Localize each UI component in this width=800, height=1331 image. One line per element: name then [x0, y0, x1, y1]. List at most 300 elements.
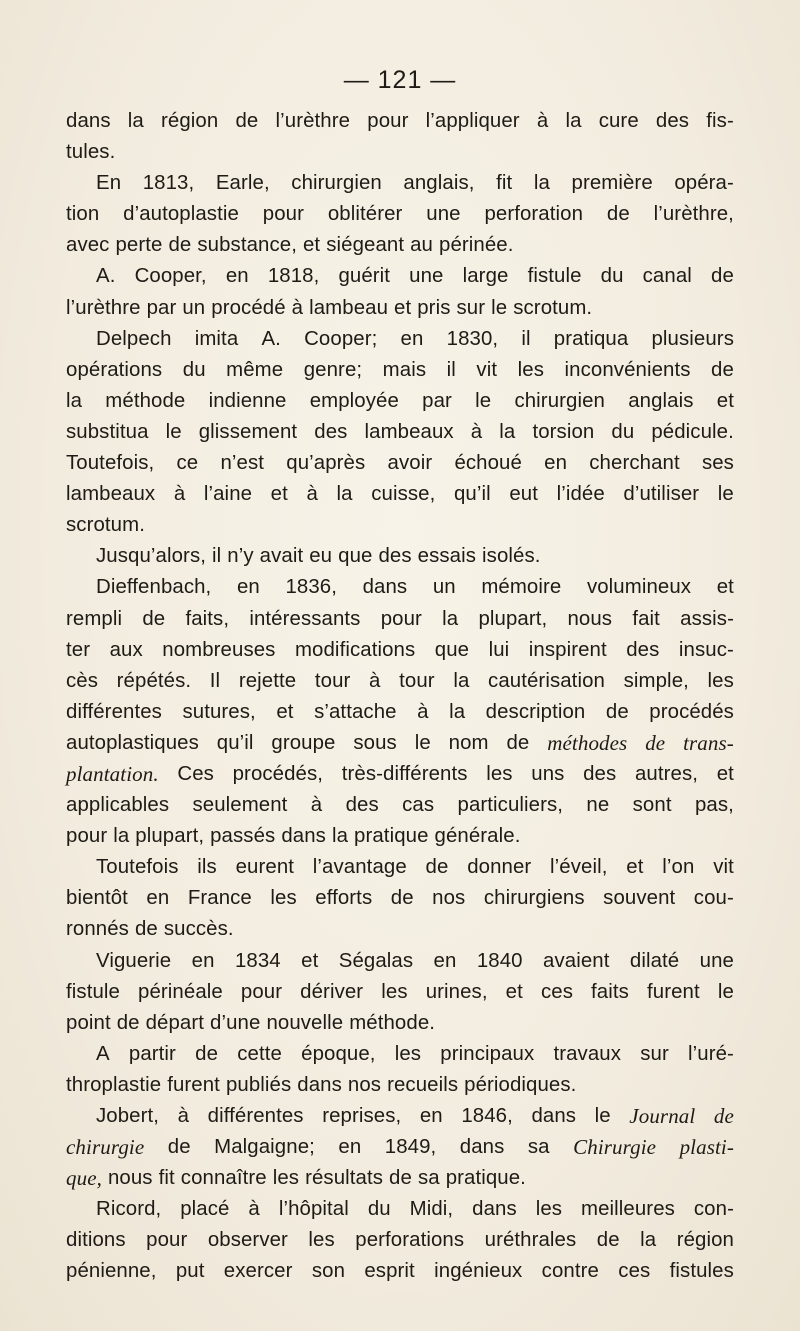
- text-line: [66, 946, 734, 977]
- word: à: [369, 669, 381, 692]
- word: très-différents: [341, 762, 468, 785]
- word: nos: [347, 1073, 382, 1096]
- word: de: [195, 1042, 219, 1065]
- word: 1840: [476, 949, 523, 972]
- word: l’on: [662, 856, 695, 879]
- word: succès.: [163, 918, 234, 941]
- word: même: [226, 358, 284, 381]
- word: cautérisation: [488, 669, 605, 692]
- word: dériver: [300, 980, 364, 1003]
- word: perforation: [484, 203, 584, 226]
- word: cas: [402, 794, 435, 817]
- word: dilaté: [629, 949, 680, 972]
- word: la: [336, 483, 353, 506]
- word: la: [499, 420, 516, 443]
- word: opérations: [66, 358, 163, 381]
- word: n’est: [220, 452, 265, 475]
- word: ces: [618, 1260, 651, 1283]
- word: donner: [467, 856, 532, 879]
- italic-word: Journal: [629, 1104, 696, 1128]
- word: pour: [380, 607, 422, 630]
- text-line: [66, 199, 734, 230]
- page-number: — 121 —: [343, 66, 457, 94]
- word: eu: [309, 545, 333, 568]
- word: de: [425, 856, 449, 879]
- word: la: [442, 607, 459, 630]
- word: d’une: [210, 1011, 261, 1034]
- text-line: [66, 168, 734, 199]
- word: dans: [281, 825, 326, 848]
- word: le: [594, 1105, 611, 1127]
- word: à: [310, 794, 323, 817]
- word: description: [485, 700, 586, 723]
- text-line: [66, 977, 734, 1008]
- word: pénienne,: [66, 1260, 157, 1283]
- text-line: [66, 324, 734, 355]
- word: mémoire: [481, 576, 562, 599]
- word: substitua: [66, 420, 149, 443]
- word: en: [191, 949, 215, 972]
- word: A.: [261, 327, 281, 350]
- word: volumineux: [586, 576, 692, 599]
- word: Ces: [177, 762, 214, 785]
- word: pour: [146, 1229, 188, 1252]
- word: meilleures: [581, 1198, 675, 1221]
- word: région: [161, 110, 219, 132]
- word: à: [177, 1105, 190, 1127]
- word: 1813,: [142, 172, 195, 195]
- word: procédés: [649, 700, 734, 723]
- word: en: [544, 452, 568, 475]
- italic-word: de: [713, 1104, 734, 1128]
- word: par: [422, 389, 452, 412]
- word: des: [345, 794, 379, 817]
- body-text: [66, 106, 734, 1288]
- word: cuisse,: [371, 483, 436, 506]
- word: autres,: [634, 762, 699, 785]
- word: dans: [297, 1073, 342, 1096]
- word: d’utiliser: [623, 483, 700, 506]
- word: de: [168, 234, 192, 257]
- word: lambeaux: [66, 483, 156, 506]
- word: à: [248, 1198, 260, 1221]
- word: scrotum.: [513, 296, 593, 319]
- word: méthode: [105, 389, 186, 412]
- word: 1849,: [384, 1136, 437, 1159]
- word: efforts: [315, 887, 373, 910]
- word: glissement: [198, 420, 298, 443]
- word: dans: [531, 1105, 577, 1127]
- word: et: [626, 856, 644, 879]
- text-line: [66, 1225, 734, 1256]
- word: Il: [209, 669, 221, 692]
- word: époque,: [301, 1042, 376, 1065]
- word: nous: [107, 1167, 153, 1190]
- word: groupe: [271, 731, 336, 754]
- word: et: [302, 234, 321, 257]
- word: substance,: [197, 234, 297, 257]
- word: s’attache: [314, 700, 397, 723]
- text-line: [66, 1256, 734, 1287]
- word: pratique: [354, 825, 429, 848]
- word: l’urèthre: [66, 296, 141, 319]
- word: lambeau: [309, 296, 389, 319]
- word: et: [394, 296, 412, 319]
- word: pratiqua: [553, 327, 629, 350]
- text-line: [66, 137, 734, 168]
- word: pas,: [694, 794, 734, 817]
- word: de: [235, 110, 259, 132]
- word: nom: [448, 731, 489, 754]
- word: dans: [472, 1198, 517, 1221]
- word: furent: [647, 980, 700, 1003]
- word: pour: [262, 203, 304, 226]
- word: de: [506, 731, 530, 754]
- word: pour: [367, 110, 409, 132]
- word: de: [142, 607, 166, 630]
- word: vit: [476, 358, 498, 381]
- word: ses: [701, 452, 734, 475]
- text-line: [66, 697, 734, 728]
- word: échoué: [454, 452, 522, 475]
- word: France: [187, 887, 252, 910]
- word: et: [716, 576, 734, 599]
- word: torsion: [532, 420, 595, 443]
- word: différentes: [207, 1105, 304, 1127]
- word: une: [426, 203, 461, 226]
- word: cherchant: [589, 452, 680, 475]
- text-line: [66, 1039, 734, 1070]
- word: large: [462, 265, 509, 288]
- word: région: [676, 1229, 734, 1252]
- word: particuliers,: [457, 794, 564, 817]
- word: n’y: [227, 545, 254, 568]
- word: tion: [66, 203, 100, 226]
- word: qu’après: [286, 452, 366, 475]
- word: lui: [488, 638, 510, 661]
- word: nouvelle: [266, 1011, 344, 1034]
- word: avec: [66, 234, 110, 257]
- text-line: [66, 510, 734, 541]
- word: faits,: [185, 607, 230, 630]
- word: la: [331, 825, 349, 848]
- word: fait: [632, 607, 660, 630]
- word: par: [146, 296, 177, 319]
- word: le: [717, 483, 734, 506]
- word: au: [410, 234, 433, 257]
- word: en: [236, 576, 260, 599]
- word: fistule: [527, 265, 582, 288]
- word: dans: [459, 1136, 505, 1159]
- word: pris: [417, 296, 451, 319]
- word: de: [606, 203, 630, 226]
- word: Toutefois,: [66, 452, 155, 475]
- word: point: [66, 1011, 111, 1034]
- word: guérit: [338, 265, 391, 288]
- word: bientôt: [66, 887, 128, 910]
- word: plupart,: [135, 825, 205, 848]
- word: Earle,: [215, 172, 270, 195]
- word: isolés.: [482, 545, 541, 568]
- word: chirurgien: [514, 389, 605, 412]
- word: nombreuses: [162, 638, 276, 661]
- word: 1834: [234, 949, 281, 972]
- word: des: [314, 420, 348, 443]
- word: reprises,: [322, 1105, 402, 1127]
- text-line: [66, 759, 734, 790]
- text-line: [66, 355, 734, 386]
- italic-word: plasti-: [679, 1135, 734, 1160]
- text-line: [66, 1132, 734, 1163]
- word: employée: [309, 389, 399, 412]
- word: la: [453, 669, 470, 692]
- text-line: [66, 728, 734, 759]
- italic-word: chirurgie: [66, 1135, 145, 1160]
- text-line: [66, 572, 734, 603]
- word: et: [716, 389, 734, 412]
- word: uns: [531, 762, 565, 785]
- text-line: [66, 821, 734, 852]
- text-line: [66, 604, 734, 635]
- word: l’avantage: [312, 856, 407, 879]
- word: Malgaigne;: [214, 1136, 315, 1159]
- word: le: [475, 389, 492, 412]
- word: ne: [586, 794, 610, 817]
- text-line: [66, 1194, 734, 1225]
- word: cès: [66, 669, 99, 692]
- italic-word: plantation.: [66, 761, 159, 786]
- word: l’uré-: [688, 1042, 734, 1065]
- word: En: [96, 172, 122, 195]
- word: périodiques.: [464, 1073, 577, 1096]
- word: du: [611, 420, 635, 443]
- word: l’idée: [556, 483, 605, 506]
- word: put: [175, 1260, 205, 1283]
- word: tules.: [66, 141, 116, 164]
- word: chirurgiens: [483, 887, 585, 910]
- word: throplastie: [66, 1073, 162, 1096]
- word: Delpech: [96, 327, 172, 350]
- word: applicables: [66, 794, 170, 817]
- word: du: [182, 358, 206, 381]
- word: la: [640, 1229, 657, 1252]
- word: qu’il: [453, 483, 491, 506]
- word: en: [146, 887, 170, 910]
- word: Ségalas: [338, 949, 414, 972]
- word: canal: [642, 265, 692, 288]
- word: qu’il: [216, 731, 254, 754]
- word: différentes: [66, 700, 162, 723]
- word: sa: [527, 1136, 550, 1159]
- word: Viguerie: [96, 949, 172, 972]
- word: les: [486, 762, 513, 785]
- word: en: [433, 949, 457, 972]
- word: l’hôpital: [278, 1198, 349, 1221]
- word: le: [414, 731, 431, 754]
- word: la: [565, 110, 582, 132]
- word: le: [717, 980, 734, 1003]
- word: les: [394, 1042, 422, 1065]
- word: des: [626, 638, 660, 661]
- word: procédé: [211, 296, 286, 319]
- word: chirurgien: [291, 172, 382, 195]
- word: une: [409, 265, 444, 288]
- word: il: [521, 327, 531, 350]
- word: rempli: [66, 607, 123, 630]
- word: ces: [540, 980, 573, 1003]
- word: anglais,: [403, 172, 475, 195]
- word: départ: [145, 1011, 205, 1034]
- text-line: [66, 479, 734, 510]
- word: Jobert,: [96, 1105, 160, 1127]
- word: ce: [176, 452, 199, 475]
- word: eut: [509, 483, 538, 506]
- word: que: [434, 638, 470, 661]
- word: la: [449, 700, 466, 723]
- word: en: [225, 265, 249, 288]
- word: A.: [96, 265, 116, 288]
- text-line: [66, 883, 734, 914]
- word: pour: [66, 825, 108, 848]
- text-line: [66, 666, 734, 697]
- word: sur: [456, 296, 486, 319]
- word: A: [96, 1042, 110, 1065]
- word: à: [536, 110, 549, 132]
- word: résultats: [305, 1167, 384, 1190]
- word: fit: [158, 1167, 175, 1190]
- word: de: [711, 265, 734, 288]
- word: modifications: [294, 638, 416, 661]
- word: placé: [180, 1198, 230, 1221]
- word: Jusqu’alors,: [96, 545, 207, 568]
- word: ditions: [66, 1229, 126, 1252]
- word: il: [446, 358, 456, 381]
- word: nous: [567, 607, 613, 630]
- text-line: [66, 1101, 734, 1132]
- word: Dieffenbach,: [96, 576, 212, 599]
- word: à: [470, 420, 483, 443]
- word: imita: [194, 327, 239, 350]
- word: et: [276, 700, 294, 723]
- word: pratique.: [445, 1167, 526, 1190]
- word: son: [311, 1260, 346, 1283]
- word: 1818,: [267, 265, 320, 288]
- word: 1830,: [446, 327, 499, 350]
- word: sous: [353, 731, 397, 754]
- word: observer: [207, 1229, 288, 1252]
- word: plusieurs: [651, 327, 734, 350]
- word: le: [165, 420, 182, 443]
- word: avait: [259, 545, 304, 568]
- word: nos: [432, 887, 466, 910]
- word: connaître: [180, 1167, 267, 1190]
- word: ronnés: [66, 918, 129, 941]
- word: première: [571, 172, 653, 195]
- word: dans: [66, 110, 111, 132]
- word: plupart,: [478, 607, 548, 630]
- word: recueils: [387, 1073, 459, 1096]
- italic-word: méthodes: [547, 730, 628, 755]
- word: en: [419, 1105, 443, 1127]
- word: sutures,: [182, 700, 256, 723]
- word: inconvénients: [564, 358, 691, 381]
- word: les: [517, 358, 545, 381]
- word: opéra-: [674, 172, 734, 195]
- word: de: [116, 1011, 140, 1034]
- word: genre;: [303, 358, 363, 381]
- word: la: [66, 389, 83, 412]
- word: avaient: [543, 949, 610, 972]
- word: du: [367, 1198, 391, 1221]
- italic-word: de: [645, 730, 666, 755]
- word: eurent: [235, 856, 295, 879]
- word: sont: [632, 794, 672, 817]
- word: avoir: [387, 452, 433, 475]
- word: vit: [713, 856, 734, 879]
- text-line: [66, 448, 734, 479]
- text-line: [66, 386, 734, 417]
- word: les: [308, 1229, 335, 1252]
- word: perforations: [355, 1229, 465, 1252]
- word: générale.: [434, 825, 521, 848]
- word: Cooper,: [134, 265, 207, 288]
- text-line: [66, 261, 734, 292]
- word: la: [113, 825, 130, 848]
- word: principaux: [440, 1042, 535, 1065]
- word: indienne: [208, 389, 287, 412]
- text-line: [66, 417, 734, 448]
- word: fistules: [669, 1260, 734, 1283]
- word: tour: [314, 669, 351, 692]
- word: du: [600, 265, 624, 288]
- word: oblitérer: [327, 203, 403, 226]
- word: sur: [640, 1042, 669, 1065]
- word: simple,: [623, 669, 689, 692]
- word: travaux: [553, 1042, 622, 1065]
- word: et: [716, 762, 734, 785]
- word: fit: [496, 172, 513, 195]
- word: méthode.: [349, 1011, 436, 1034]
- word: à: [291, 296, 304, 319]
- word: fis-: [706, 110, 734, 132]
- word: la: [127, 110, 144, 132]
- word: cou-: [693, 887, 734, 910]
- italic-word: que,: [66, 1166, 102, 1191]
- word: Midi,: [409, 1198, 454, 1221]
- word: en: [338, 1136, 362, 1159]
- word: sa: [417, 1167, 440, 1190]
- word: un: [432, 576, 456, 599]
- word: mais: [382, 358, 427, 381]
- word: assis-: [680, 607, 734, 630]
- word: de: [596, 1229, 620, 1252]
- word: anglais: [628, 389, 694, 412]
- word: Cooper;: [304, 327, 378, 350]
- word: répétés.: [116, 669, 192, 692]
- word: fistule: [66, 980, 120, 1003]
- word: l’éveil,: [550, 856, 608, 879]
- word: publiés: [225, 1073, 292, 1096]
- word: pour: [240, 980, 283, 1003]
- text-line: [66, 1008, 734, 1039]
- word: de: [134, 918, 158, 941]
- word: con-: [693, 1198, 734, 1221]
- word: que: [338, 545, 373, 568]
- word: furent: [167, 1073, 220, 1096]
- word: faits: [591, 980, 629, 1003]
- text-line: [66, 293, 734, 324]
- word: le: [491, 296, 508, 319]
